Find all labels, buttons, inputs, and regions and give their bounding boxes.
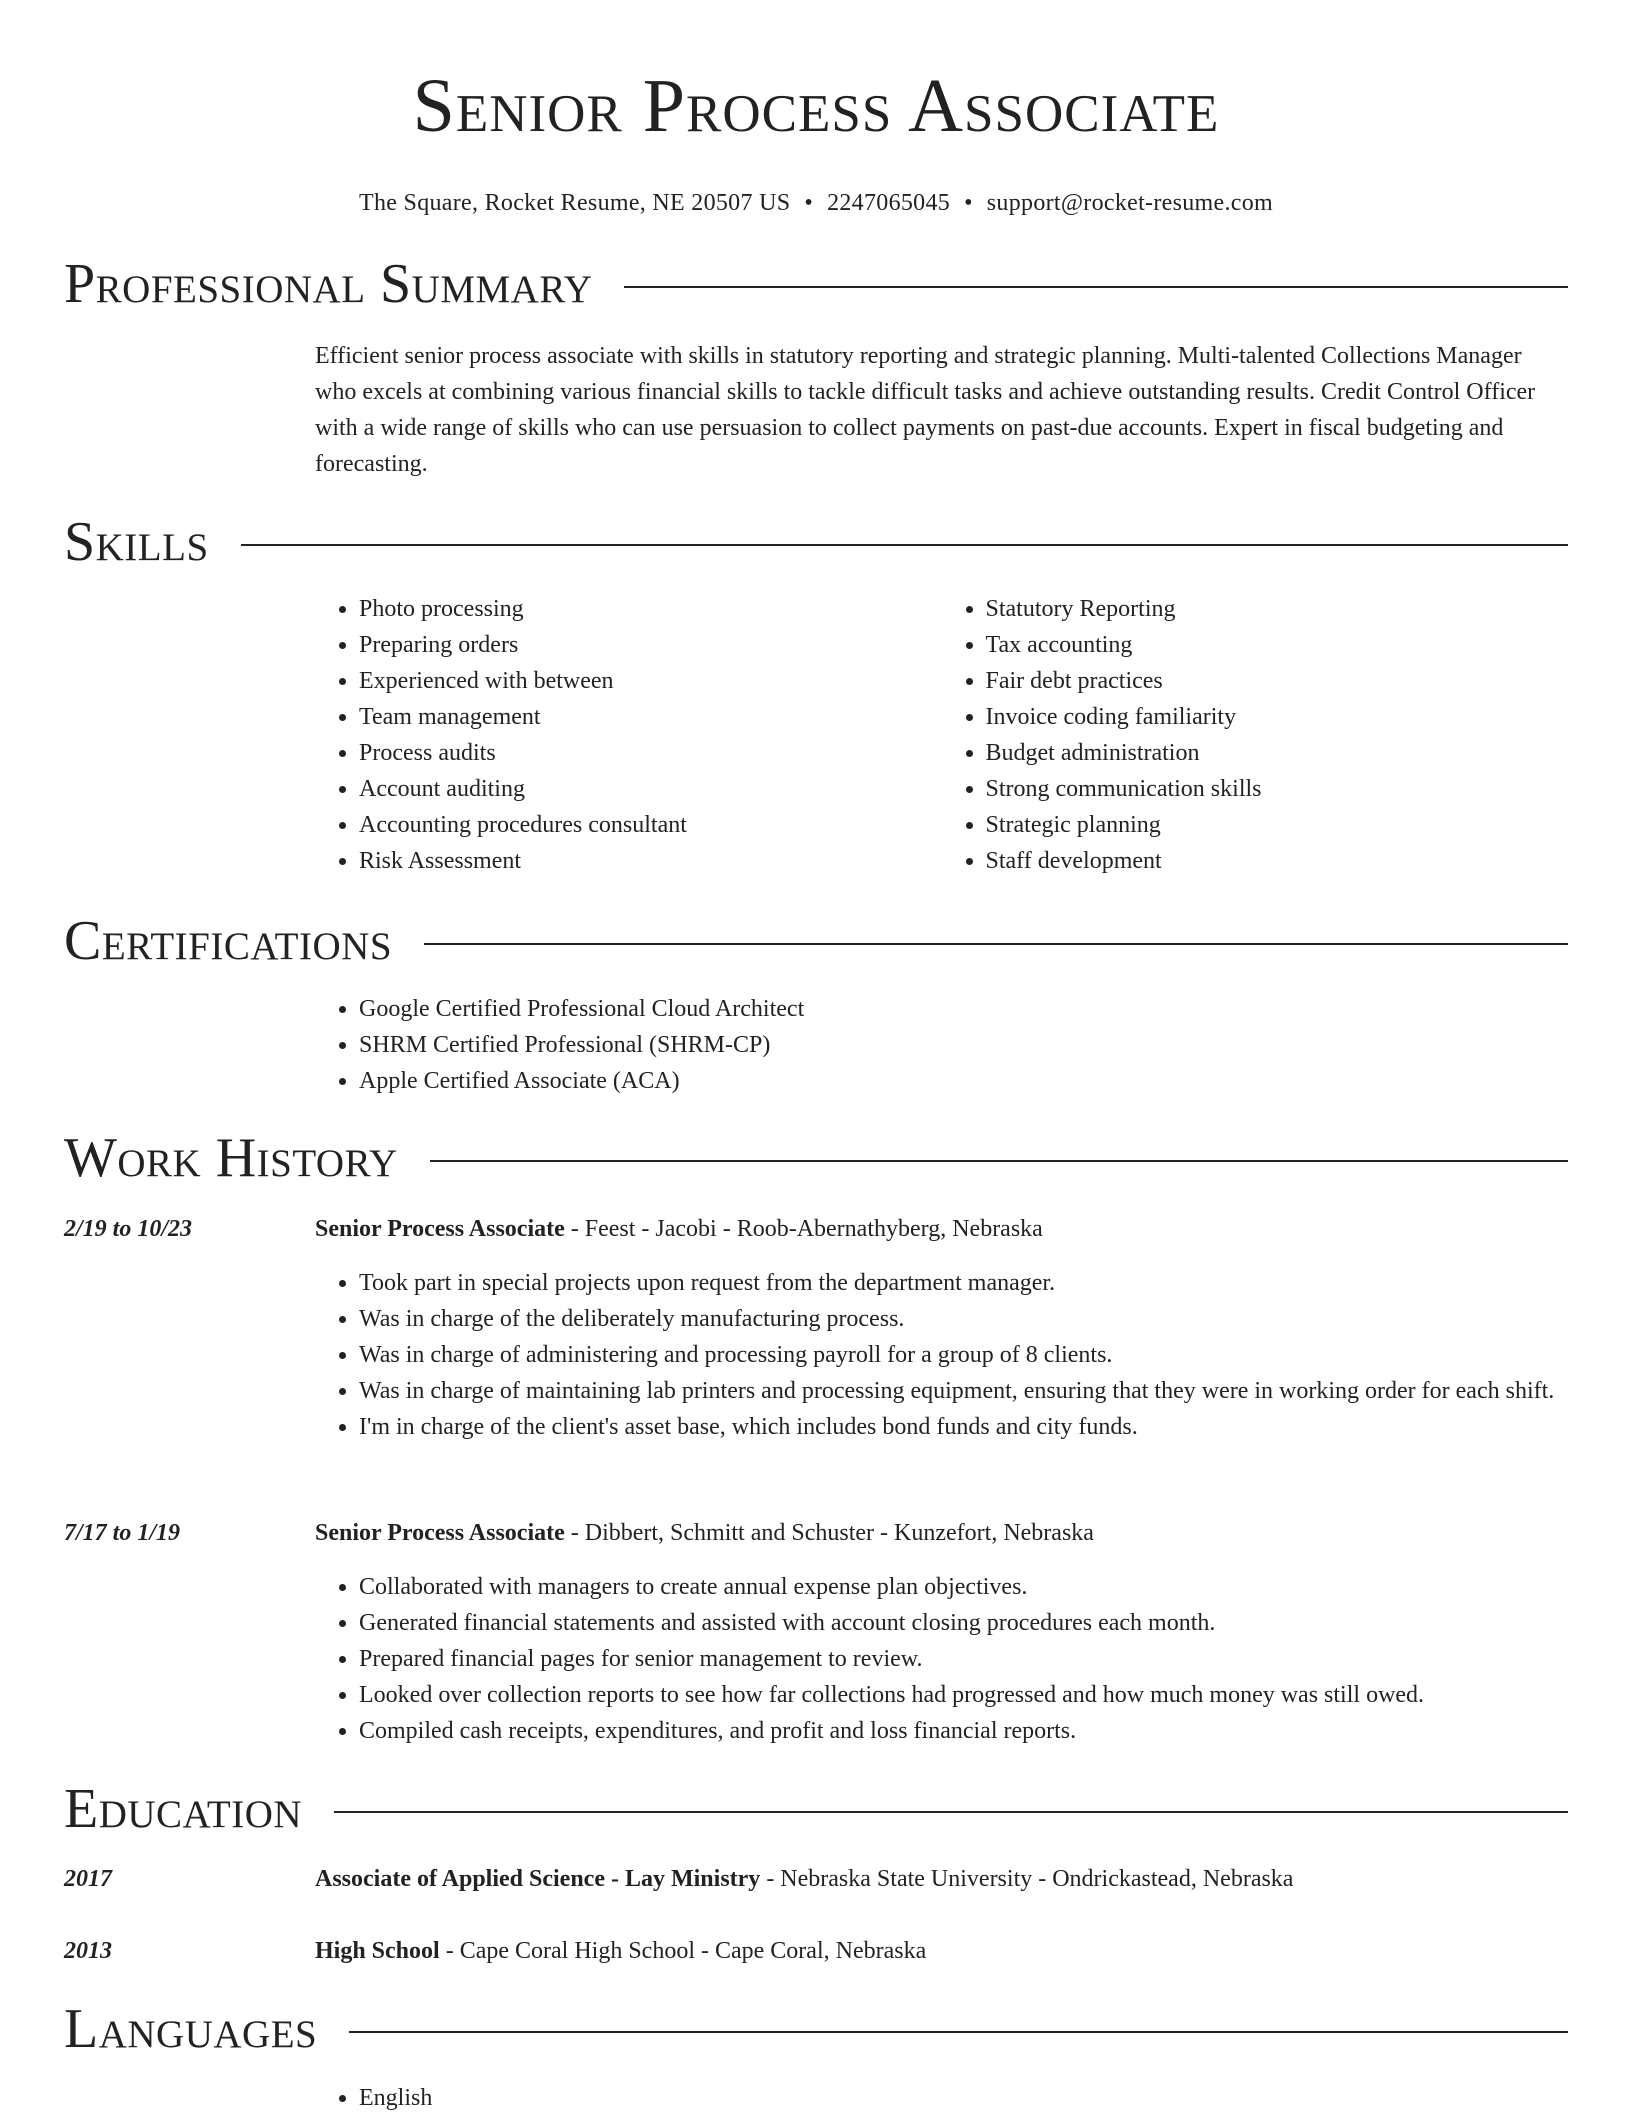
- list-item: • Google Certified Professional Cloud Architect: [359, 991, 1568, 1027]
- section-divider: [334, 1811, 1568, 1813]
- separator: •: [964, 190, 973, 216]
- education-details: - Nebraska State University - Ondrickastead, Nebraska: [760, 1866, 1294, 1892]
- skills-block: [64, 591, 1568, 879]
- work-heading-row: [64, 1128, 1568, 1188]
- languages-block: [64, 2080, 1568, 2116]
- section-divider: [430, 1160, 1568, 1162]
- job-details: - Feest - Jacobi - Roob-Abernathyberg, Nebraska: [564, 1216, 1043, 1242]
- list-item: • English: [359, 2080, 1568, 2116]
- education-year: 2013: [64, 1938, 112, 1964]
- certifications-list: [315, 991, 1568, 1099]
- job-entry: [64, 1211, 1568, 1445]
- list-item: • Generated financial statements and assisted with account closing procedures each month.: [359, 1605, 1568, 1641]
- education-heading-row: [64, 1779, 1568, 1839]
- list-item: • Was in charge of maintaining lab printers and processing equipment, ensuring that they were in working order for each shift.: [359, 1373, 1568, 1409]
- job-details: - Dibbert, Schmitt and Schuster - Kunzefort, Nebraska: [564, 1520, 1094, 1546]
- list-item: • Photo processing: [359, 591, 942, 627]
- skills-list-left: [315, 591, 942, 879]
- skills-list-right: [942, 591, 1569, 879]
- skills-columns: [315, 591, 1568, 879]
- section-title: Certifications: [64, 910, 393, 972]
- list-item: • Looked over collection reports to see how far collections had progressed and how much money was still owed.: [359, 1677, 1568, 1713]
- job-title-line: [315, 1211, 1043, 1247]
- certifications-block: [64, 991, 1568, 1099]
- job-title: Senior Process Associate: [315, 1520, 565, 1546]
- list-item: • SHRM Certified Professional (SHRM-CP): [359, 1027, 1568, 1063]
- job-dates: 7/17 to 1/19: [64, 1520, 181, 1546]
- list-item: • Statutory Reporting: [986, 591, 1569, 627]
- job-title: Senior Process Associate: [315, 1216, 565, 1242]
- section-divider: [241, 544, 1568, 546]
- languages-heading-row: [64, 1999, 1568, 2059]
- section-title: Professional Summary: [64, 253, 593, 315]
- section-title: Languages: [64, 1998, 318, 2060]
- list-item: • Accounting procedures consultant: [359, 807, 942, 843]
- education-degree: High School: [315, 1938, 440, 1964]
- list-item: • Fair debt practices: [986, 663, 1569, 699]
- list-item: • Invoice coding familiarity: [986, 699, 1569, 735]
- list-item: • Compiled cash receipts, expenditures, and profit and loss financial reports.: [359, 1713, 1568, 1749]
- job-entry: [64, 1515, 1568, 1749]
- certifications-heading-row: [64, 911, 1568, 971]
- list-item: • Risk Assessment: [359, 843, 942, 879]
- job-bullets: [315, 1569, 1568, 1749]
- education-year: 2017: [64, 1866, 112, 1892]
- resume-page: [64, 0, 1568, 2111]
- list-item: • Was in charge of the deliberately manufacturing process.: [359, 1301, 1568, 1337]
- list-item: • Took part in special projects upon request from the department manager.: [359, 1265, 1568, 1301]
- education-entry: [64, 1861, 1568, 1897]
- list-item: • Experienced with between: [359, 663, 942, 699]
- list-item: • Account auditing: [359, 771, 942, 807]
- list-item: • Team management: [359, 699, 942, 735]
- summary-block: [64, 338, 1568, 482]
- job-dates: 2/19 to 10/23: [64, 1216, 193, 1242]
- separator: •: [804, 190, 814, 216]
- summary-text: Efficient senior process associate with skills in statutory reporting and strategic planning. Multi-talented Collections Manager who excels at combining various financial skills to tackle difficult tasks and achieve outstanding results. Credit Control Officer with a wide range of skills who can use persuasion to collect payments on past-due accounts. Expert in fiscal budgeting and forecasting.: [315, 343, 1536, 477]
- list-item: • Strategic planning: [986, 807, 1569, 843]
- job-title-line: [315, 1515, 1094, 1551]
- education-details: - Cape Coral High School - Cape Coral, Nebraska: [439, 1938, 927, 1964]
- education-line: [315, 1861, 1293, 1897]
- resume-name: Senior Process Associate: [412, 64, 1220, 148]
- section-divider: [424, 943, 1568, 945]
- section-divider: [349, 2031, 1568, 2033]
- list-item: • Tax accounting: [986, 627, 1569, 663]
- section-title: Skills: [64, 511, 209, 573]
- list-item: • I'm in charge of the client's asset base, which includes bond funds and city funds.: [359, 1409, 1568, 1445]
- education-degree: Associate of Applied Science - Lay Ministry: [315, 1866, 761, 1892]
- list-item: • Prepared financial pages for senior management to review.: [359, 1641, 1568, 1677]
- list-item: • Budget administration: [986, 735, 1569, 771]
- job-bullets: [315, 1265, 1568, 1445]
- list-item: • Process audits: [359, 735, 942, 771]
- contact-line: [64, 190, 1568, 217]
- section-title: Work History: [64, 1127, 398, 1189]
- education-line: [315, 1933, 926, 1969]
- list-item: • Staff development: [986, 843, 1569, 879]
- list-item: • Strong communication skills: [986, 771, 1569, 807]
- phone: 2247065045: [827, 190, 951, 216]
- education-entry: [64, 1933, 1568, 1969]
- list-item: • Apple Certified Associate (ACA): [359, 1063, 1568, 1099]
- list-item: • Collaborated with managers to create annual expense plan objectives.: [359, 1569, 1568, 1605]
- summary-heading-row: [64, 254, 1568, 314]
- section-divider: [624, 286, 1568, 288]
- skills-heading-row: [64, 512, 1568, 572]
- languages-list: [315, 2080, 1568, 2116]
- address: The Square, Rocket Resume, NE 20507 US: [359, 190, 791, 216]
- section-title: Education: [64, 1778, 303, 1840]
- list-item: • Was in charge of administering and processing payroll for a group of 8 clients.: [359, 1337, 1568, 1373]
- email: support@rocket-resume.com: [986, 190, 1273, 216]
- list-item: • Preparing orders: [359, 627, 942, 663]
